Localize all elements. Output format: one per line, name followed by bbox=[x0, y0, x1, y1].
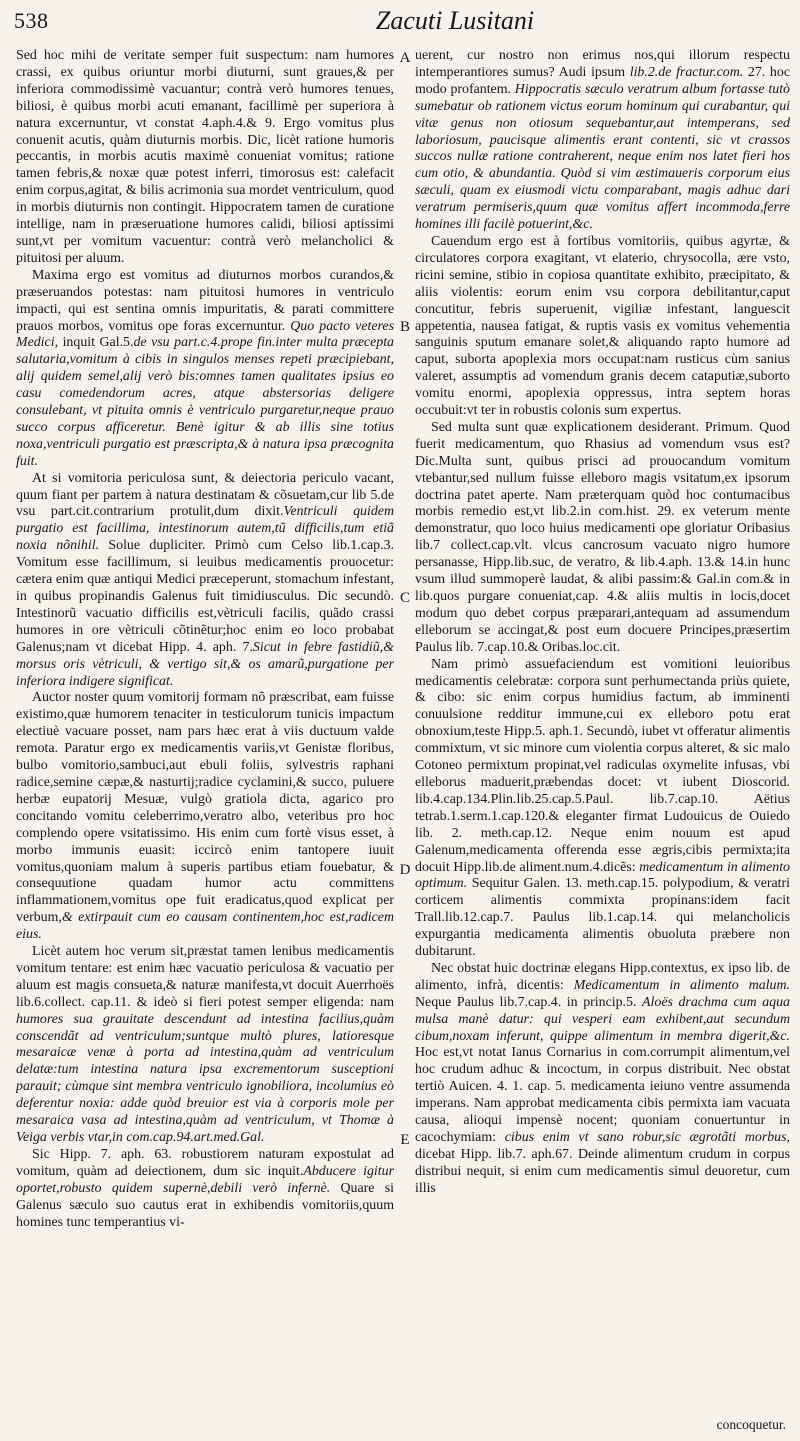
paragraph bbox=[415, 961, 790, 1198]
margin-letter-d: D bbox=[399, 862, 411, 878]
text-run: Sed multa sunt quæ explicationem desiderant. Primum. Quod fuerit medicamentum, quo Rhasius ad vomendum vsus est? Dic.Multa sunt, quibus prisci ad prouocandum vomitum vtebantur,sed nullum fuisse elleboro magis vsitatum,ex ipsorum doctrina patet aperte. Nam præterquam quòd hoc contumacibus morbis remedio est,vt lib.2.in com.hist. 29. ex veterum mente demonstratur, quo loco huius medicamenti ope gloriatur Oribasius lib.7 collect.cap.vlt. vlcus cancrosum vacuato nigro humore persanasse, Hipp.lib.suc, de veratro, & lib.4.aph. 13.& 14.in hunc vsum illud summoperè laudat, & alibi passim:& Gal.in com.& in lib.quos purgare conueniat,cap. 4.& aliis multis in locis,docet modum quo debet corpus præparari,antequam ad assumendum elleborum se accingat,& post eum docuere Principes,præsertim Paulus lib. 7.cap.10.& Oribas.loc.cit. bbox=[415, 419, 790, 655]
paragraph bbox=[415, 234, 790, 420]
paragraph bbox=[415, 657, 790, 961]
text-run: Sic Hipp. 7. aph. 63. robustiorem naturam expostulat ad vomitum, quàm ad deiectionem, dum sic inquit. bbox=[16, 1146, 394, 1179]
text-run: Hoc est,vt notat Ianus Cornarius in com.corrumpit alimentum,vel hoc crudum adhuc & incoctum, in corpus distribuit. Nec obstat tertiò Auicen. 4. 1. cap. 5. medicamenta ieiuno ventre assumenda imperans. Nam approbat medicamenta cibis permixta iam vacuata causa, alioqui impensè nocent; quoniam conuertuntur in cacochymiam: bbox=[415, 1045, 790, 1145]
text-run: Quare si Galenus sæculo suo cautus erat in exhibendis vomitoriis,quum homines tunc temperantius vi- bbox=[16, 1180, 394, 1230]
paragraph bbox=[415, 420, 790, 657]
italic-quotation: Ventriculi quidem purgatio est facillima, intestinorum autem,tũ difficilis,tum etiã noxia nõnihil. bbox=[16, 504, 394, 554]
catchword: concoquetur. bbox=[716, 1417, 786, 1432]
text-run: Sed hoc mihi de veritate semper fuit suspectum: nam humores crassi, ex quibus oriuntur morbi diuturni, sunt graues,& per inferiora commodissimè vacuantur; contrà verò humores tenues, biliosi, è quibus morbi acuti emanant, facillimè per superiora à natura excernuntur, vt constat 4.aph.4.& 9. Ergo vomitus plus conuenit acutis, quàm diuturnis morbis. Dic, licèt ratione humoris peccantis, in morbis acutis maximè conueniat vomitus; ratione tamen febris,& noxæ quæ potest inferri, timorosus est: calefacit enim corpus,agitat, & bilis acrimonia sua mordet ventriculum, quod in morbis diuturnis non contingit. Hippocratem tamen de curatione intellige, nam in præseruatione humores calidi, biliosi aptissimi sunt,vt per vomitum vacuentur: contrà verò melancholici & pituitosi per aluum. bbox=[16, 48, 394, 266]
italic-quotation: cibus enim vt sano robur,sic ægrotãti morbus, bbox=[504, 1130, 790, 1145]
text-run: Auctor noster quum vomitorij formam nõ præscribat, eam fuisse existimo,quæ humorem tenaciter in testiculorum tunicis impactum electiuè vacuare posset, nam pars hæc erat à viis ductuum valde remota. Paratur ergo ex medicamentis variis,vt Genistæ floribus, bulbo vomitorio,sambuci,aut ebuli foliis, sylvestris raphani radice,semine cæpæ,& nasturtij;radice cyclamini,& succo, puluere herbæ eupatorij Mesuæ, vulgò gratiola dicta, agarico pro concitando vomitu celeberrimo,veratro albo, veteribus pro hoc complendo opere vsitatissimo. His enim cum fortè visus esset, à morbo immunis euasit: iccircò enim tantopere iuuit vomitus,quoniam malum à superis partibus etiam fouebatur, & consequutione quadam humor actu committens inflammationem,vomitus ope fuit eradicatus,quod explicat per verbum, bbox=[16, 690, 394, 926]
page-number: 538 bbox=[14, 8, 49, 33]
italic-quotation: Medicamentum in alimento malum. bbox=[573, 977, 790, 993]
text-run: Nec obstat huic doctrinæ elegans Hipp.contextus, ex ipso lib. de alimento, infrà, dicentis: bbox=[415, 960, 790, 993]
page-header bbox=[12, 4, 788, 44]
margin-letter-a: A bbox=[399, 50, 411, 66]
text-run: Cauendum ergo est à fortibus vomitoriis, quibus agyrtæ, & circulatores corpora exagitant, vt elaterio, chrysocolla, ære vsto, ricini semine, stibio in copiosa quantitate exhibito, præcipitato, & aliis violentis: eorum enim vsu corpora debilitantur,caput concutitur, febris superuenit, vigiliæ infestant, languescit appetentia, nausea fatigat, & ruptis vasis ex vomitus vehementia sanguinis sputum emanare solet,& aliquando rapto humore ad caput, suborta apoplexia mors occupat:nam rusticus cùm sanius valeret, assumptis ad vomendum granis decem cataputiæ,suborto vomitu enormi, apoplexia oppressus, intra septem horas occubuit:vt ter in robustis colonis sum expertus. bbox=[415, 233, 790, 419]
text-run: uerent, cur nostro non erimus nos,qui illorum respectu intemperantiores sumus? Audi ipsum bbox=[415, 48, 790, 80]
italic-quotation: Quo pacto veteres Medici, bbox=[16, 318, 394, 351]
paragraph bbox=[16, 690, 394, 944]
paragraph bbox=[16, 48, 394, 268]
text-run: At si vomitoria periculosa sunt, & deiectoria periculo vacant, quum fiant per partem à natura destinatam & cõsuetam,cur lib 5.de vsu part.cit.contrarium protulit,dum dixit. bbox=[16, 470, 394, 520]
text-run: Solue dupliciter. Primò cum Celso lib.1.cap.3. Vomitum esse facillimum, si leuibus medicamentis prouocetur: cætera enim quæ antiqui Medici præceperunt, stomachum infestant, in quibus propinandis Galenus fuit timidiusculus. Dic secundò. Intestinorũ vacuatio difficilis est,vètriculi facilis, quãdo crassi humores in ore vètriculi cõtinẽtur;hoc enim eo loco probabat Galenus;nam vt dicebat Hipp. 4. aph. 7. bbox=[16, 538, 394, 655]
text-run: Maxima ergo est vomitus ad diuturnos morbos curandos,& præseruandos potestas: nam pituitosi humores in ventriculo impacti, qui est sentina omnis impuritatis, & parati committere prauos morbos, vomitus ope foras excernuntur. bbox=[16, 267, 394, 334]
italic-quotation: Sicut in febre fastidiũ,& morsus oris vètriculi, & vertigo sit,& os amarũ,purgatione per inferiora indigere significat. bbox=[16, 639, 394, 689]
paragraph bbox=[16, 944, 394, 1147]
running-title: Zacuti Lusitani bbox=[375, 6, 535, 35]
paragraph bbox=[16, 1147, 394, 1232]
right-text-column bbox=[415, 48, 790, 1433]
text-run: 27. hoc modo profantem. bbox=[415, 64, 790, 97]
italic-quotation: Abducere igitur oportet,robusto quidem supernè,debili verò infernè. bbox=[16, 1163, 394, 1196]
text-run: Nam primò assuefaciendum est vomitioni leuioribus medicamentis celebratæ: corpora sunt perhumectanda priùs quiete, & cibo: sic enim corpus humidius factum, ab imminenti conuulsione redditur immune,cui ex elleboro potu erat obnoxium,teste Hipp.5. aph.1. Secundò, iubet vt offeratur alimentis commixtum, vt sic minore cum violentia corpus alteret, & sic malo Cotoneo permixtum propinat,vel radiculas oxymelite infusas, vbi elleborus maduerit,præbendas docet: vt iubent Dioscorid. lib.4.cap.134.Plin.lib.25.cap.5.Paul. lib.7.cap.10. Aëtius tetrab.1.serm.1.cap.120.& eleganter firmat Ludouicus de Ouiedo lib. 2. meth.cap.12. Neque enim nouum est apud Galenum,medicamenta offerenda esse ægris,cibis permixta;ita docuit Hipp.lib.de aliment.num.4.dicẽs: bbox=[415, 656, 790, 875]
text-run: inquit Gal.5. bbox=[58, 335, 134, 351]
italic-quotation: de vsu part.c.4.prope fin.inter multa præcepta salutaria,vomitum à cibis in singulos menses repeti præcipiebant, alij quidem semel,alij verò bis:omnes tamen qualitates ipsius eo casu comedendorum acres, atque abstersorias deligere consulebant, vt pituita omnis è ventriculo purgaretur,neque prauo succo corpus afficeretur. Benè igitur & ab illis sine totius noxa,ventriculi purgatio est præscripta,& à natura ipsa præcognita fuit. bbox=[16, 335, 394, 469]
paragraph bbox=[415, 48, 790, 234]
italic-quotation: Hippocratis sæculo veratrum album fortasse tutò sumebatur ob rationem victus eorum hominum qui curabantur, qui vitæ genus non otiosum sequebantur,aut intemperans, sed laboriosum, paucisque alimentis erant contenti, sic vt crassos succos nullæ ratione contraherent, neque enim nos latet fieri hos cum otio, & abundantia. Quòd si vim æstimaueris corporum eius sæculi, quam ex eiusmodi victu comparabant, magis adhuc dari veratrum permiseris,quum quæ vomitus affert incommoda,ferre homines illi facilè potuerint,&c. bbox=[415, 81, 790, 233]
text-run: dicebat Hipp. lib.7. aph.67. Deinde alimentum crudum in corpus distribui nequit, si enim cum medicamentis simul deuoretur, cum illis bbox=[415, 1146, 790, 1196]
margin-letter-b: B bbox=[399, 319, 410, 335]
text-run: Sequitur Galen. 13. meth.cap.15. polypodium, & veratri corticem alimentis commixta propinans:idem facit Trall.lib.12.cap.7. Paulus lib.1.cap.14. qui melancholicis expurgantia medicamenta alimentis obuoluta præbere non dubitarunt. bbox=[415, 876, 790, 960]
margin-letter-c: C bbox=[399, 590, 410, 606]
italic-quotation: humores sua grauitate descendunt ad intestina facilius,quàm conscendãt ad ventriculum;suntque multò plures, latioresque mesaraicæ venæ à porta ad intestina,quàm ad ventriculum delatæ:tum intestina natura ipsa excrementorum susceptioni parauit; cùmque sint membra ventriculo ignobiliora, incolumius eò deferentur noxia: adde quòd breuior est via à corporis mole per mesaraica vasa ad intestina,quàm ad ventriculum, vt Thomæ à Veiga verbis vtar,in com.cap.94.art.med.Gal. bbox=[16, 1011, 394, 1145]
italic-quotation: & extirpauit cum eo causam continentem,hoc est,radicem eius. bbox=[16, 910, 394, 943]
text-run: Neque Paulus lib.7.cap.4. in princip.5. bbox=[415, 994, 643, 1010]
paragraph bbox=[16, 471, 394, 691]
italic-quotation: lib.2.de fractur.com. bbox=[629, 64, 744, 80]
italic-quotation: medicamentum in alimento optimum. bbox=[415, 859, 790, 892]
margin-letter-e: E bbox=[400, 1132, 410, 1148]
left-text-column bbox=[16, 48, 394, 1433]
text-run: Licèt autem hoc verum sit,præstat tamen lenibus medicamentis vomitum tentare: est enim hæc vacuatio periculosa & vacuatio per aluum est magis consueta,& naturæ manifesta,vt docuit Auerrhoës lib.6.collect. cap.11. & ideò si fieri potest semper eligenda: nam bbox=[16, 944, 394, 1010]
paragraph bbox=[16, 268, 394, 471]
italic-quotation: Aloës drachma cum aqua mulsa manè datur: qui vesperi eam exhibent,aut secundum cibum,noxam inferunt, quippe alimentum in membra digerit,&c. bbox=[415, 994, 790, 1044]
